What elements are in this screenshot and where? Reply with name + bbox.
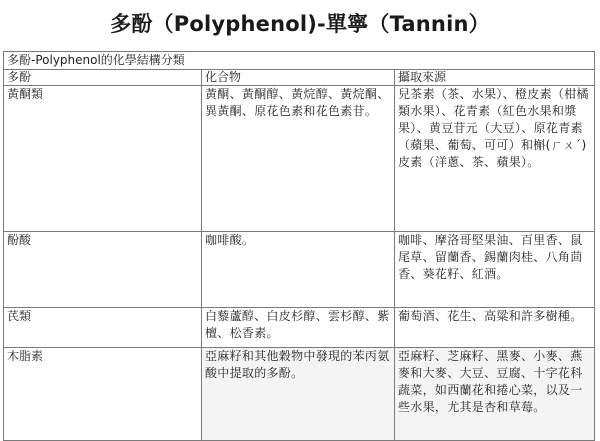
category-cell: 木脂素	[4, 348, 202, 441]
sources-cell: 葡萄酒、花生、高粱和許多樹種。	[395, 308, 595, 348]
table-caption-row	[4, 52, 595, 70]
category-cell: 黃酮類	[4, 86, 202, 232]
header-category: 多酚	[4, 70, 202, 86]
table-row	[4, 348, 595, 441]
table-row	[4, 308, 595, 348]
compounds-cell: 咖啡酸。	[202, 232, 395, 308]
header-sources: 攝取來源	[395, 70, 595, 86]
sources-cell: 兒茶素（茶、水果）、橙皮素（柑橘類水果）、花青素（紅色水果和漿果）、黄豆苷元（大豆）、原花青素（蘋果、葡萄、可可）和槲(ㄏㄨˊ)皮素（洋蔥、茶、蘋果）。	[395, 86, 595, 232]
category-cell: 酚酸	[4, 232, 202, 308]
polyphenol-classification-table	[3, 51, 595, 441]
table-header-row	[4, 70, 595, 86]
header-compounds: 化合物	[202, 70, 395, 86]
sources-cell: 咖啡、摩洛哥堅果油、百里香、鼠尾草、留蘭香、錫蘭肉桂、八角茴香、葵花籽、紅酒。	[395, 232, 595, 308]
compounds-cell: 黃酮、黃酮醇、黃烷醇、黃烷酮、異黃酮、原花色素和花色素苷。	[202, 86, 395, 232]
table-row	[4, 232, 595, 308]
table-row	[4, 86, 595, 232]
sources-cell: 亞麻籽、芝麻籽、黑麥、小麥、燕麥和大麥、大豆、豆腐、十字花科蔬菜，如西蘭花和捲心菜，以及一些水果，尤其是杏和草莓。	[395, 348, 595, 441]
page-title: 多酚（Polyphenol)-單寧（Tannin）	[110, 12, 490, 36]
compounds-cell: 白藜蘆醇、白皮杉醇、雲杉醇、紫檀、松香素。	[202, 308, 395, 348]
compounds-cell: 亞麻籽和其他穀物中發現的苯丙氨酸中提取的多酚。	[202, 348, 395, 441]
category-cell: 芪類	[4, 308, 202, 348]
table-caption: 多酚-Polyphenol的化學結構分類	[4, 52, 595, 70]
